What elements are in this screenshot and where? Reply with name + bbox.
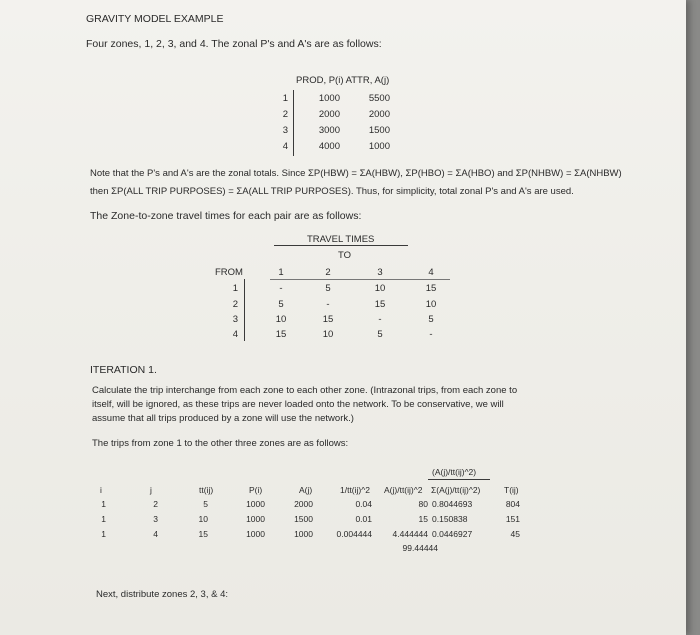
cell-t: 151 xyxy=(505,514,520,524)
ratio-header-bottom: Σ(A(j)/tt(ij)^2) xyxy=(431,485,481,495)
cell-t: 804 xyxy=(505,499,520,509)
to-zone-header: 2 xyxy=(325,267,331,278)
cell-t: 45 xyxy=(510,529,520,539)
cell-p: 1000 xyxy=(246,499,265,509)
sum-a-tt: 99.44444 xyxy=(402,543,438,553)
zone-attraction: 1000 xyxy=(368,141,390,152)
zone-production: 2000 xyxy=(318,109,340,120)
col-header-j: j xyxy=(150,485,152,495)
cell-a: 2000 xyxy=(294,499,313,509)
zone-label: 2 xyxy=(282,109,288,120)
travel-time-cell: 10 xyxy=(275,314,287,325)
cell-a: 1500 xyxy=(294,514,313,524)
cell-tt: 5 xyxy=(203,499,208,509)
cell-j: 4 xyxy=(153,529,158,539)
cell-tt: 15 xyxy=(198,529,208,539)
from-zone-label: 1 xyxy=(232,283,238,294)
zone-production: 3000 xyxy=(318,125,340,136)
zone-label: 4 xyxy=(282,141,288,152)
cell-ratio: 0.8044693 xyxy=(432,499,473,509)
cell-ratio: 0.150838 xyxy=(432,514,468,524)
zone-attraction: 1500 xyxy=(368,125,390,136)
cell-inv-tt: 0.004444 xyxy=(336,529,372,539)
from-zone-label: 3 xyxy=(232,314,238,325)
calc-line-3: assume that all trips produced by a zone will use the network.) xyxy=(92,413,354,424)
from-zone-label: 4 xyxy=(232,329,238,340)
cell-j: 3 xyxy=(153,514,158,524)
travel-time-cell: 15 xyxy=(374,299,386,310)
zone-attraction: 2000 xyxy=(368,109,390,120)
travel-time-cell: 10 xyxy=(322,329,334,340)
zone-label: 3 xyxy=(282,125,288,136)
travel-time-cell: - xyxy=(326,299,330,310)
cell-i: 1 xyxy=(101,529,106,539)
from-label: FROM xyxy=(215,267,243,278)
zonal-table-divider xyxy=(293,90,294,156)
travel-times-title: TRAVEL TIMES xyxy=(307,234,375,245)
document-title: GRAVITY MODEL EXAMPLE xyxy=(86,13,224,25)
note-line-2: then ΣP(ALL TRIP PURPOSES) = ΣA(ALL TRIP PURPOSES). Thus, for simplicity, total zonal P's and A's are used. xyxy=(90,186,574,197)
from-divider xyxy=(244,279,245,341)
travel-time-cell: 5 xyxy=(278,299,284,310)
calc-line-1: Calculate the trip interchange from each zone to each other zone. (Intrazonal trips, from each zone to xyxy=(92,385,518,396)
zone-production: 1000 xyxy=(318,93,340,104)
travel-time-cell: 15 xyxy=(322,314,334,325)
travel-times-intro: The Zone-to-zone travel times for each pair are as follows: xyxy=(90,210,362,222)
col-header-a-tt: A(j)/tt(ij)^2 xyxy=(384,485,423,495)
to-zone-header: 3 xyxy=(377,267,383,278)
travel-time-cell: - xyxy=(429,329,433,340)
trips-intro: The trips from zone 1 to the other three zones are as follows: xyxy=(92,438,349,449)
to-zone-header: 4 xyxy=(428,267,434,278)
cell-tt: 10 xyxy=(198,514,208,524)
travel-time-cell: 10 xyxy=(425,299,437,310)
calc-line-2: itself, will be ignored, as these trips are never loaded onto the network. To be conservative, we will xyxy=(92,399,504,410)
iteration-heading: ITERATION 1. xyxy=(90,364,157,376)
ratio-header-top: (A(j)/tt(ij)^2) xyxy=(432,467,477,477)
next-step-text: Next, distribute zones 2, 3, & 4: xyxy=(96,589,229,600)
travel-time-cell: - xyxy=(378,314,382,325)
zone-label: 1 xyxy=(282,93,288,104)
travel-times-rule xyxy=(274,245,408,246)
travel-time-cell: 5 xyxy=(325,283,331,294)
cell-i: 1 xyxy=(101,514,106,524)
col-header-i: i xyxy=(100,485,102,495)
cell-a: 1000 xyxy=(294,529,313,539)
note-line-1: Note that the P's and A's are the zonal totals. Since ΣP(HBW) = ΣA(HBW), ΣP(HBO) = ΣA(HBO) and ΣP(NHBW) = ΣA(NHBW) xyxy=(90,168,622,179)
cell-p: 1000 xyxy=(246,529,265,539)
ratio-fraction-bar xyxy=(428,479,490,480)
cell-ratio: 0.0446927 xyxy=(432,529,473,539)
travel-time-cell: - xyxy=(279,283,283,294)
col-header-tt: tt(ij) xyxy=(199,485,214,495)
from-zone-label: 2 xyxy=(232,299,238,310)
to-zone-header: 1 xyxy=(278,267,284,278)
travel-time-cell: 15 xyxy=(425,283,437,294)
col-header-inv-tt: 1/tt(ij)^2 xyxy=(340,485,370,495)
header-rule xyxy=(270,279,450,280)
cell-inv-tt: 0.04 xyxy=(355,499,372,509)
travel-time-cell: 15 xyxy=(275,329,287,340)
cell-a-tt: 4.444444 xyxy=(392,529,428,539)
cell-j: 2 xyxy=(153,499,158,509)
cell-a-tt: 15 xyxy=(418,514,428,524)
cell-a-tt: 80 xyxy=(418,499,428,509)
cell-p: 1000 xyxy=(246,514,265,524)
zone-production: 4000 xyxy=(318,141,340,152)
col-header-t: T(ij) xyxy=(504,485,519,495)
travel-time-cell: 5 xyxy=(377,329,383,340)
to-label: TO xyxy=(338,250,352,261)
col-header-p: P(i) xyxy=(249,485,263,495)
cell-inv-tt: 0.01 xyxy=(355,514,372,524)
travel-time-cell: 10 xyxy=(374,283,386,294)
zone-attraction: 5500 xyxy=(368,93,390,104)
col-header-a: A(j) xyxy=(299,485,313,495)
travel-time-cell: 5 xyxy=(428,314,434,325)
intro-text: Four zones, 1, 2, 3, and 4. The zonal P's and A's are as follows: xyxy=(86,38,382,50)
zonal-table-header: PROD, P(i) ATTR, A(j) xyxy=(296,75,390,86)
cell-i: 1 xyxy=(101,499,106,509)
